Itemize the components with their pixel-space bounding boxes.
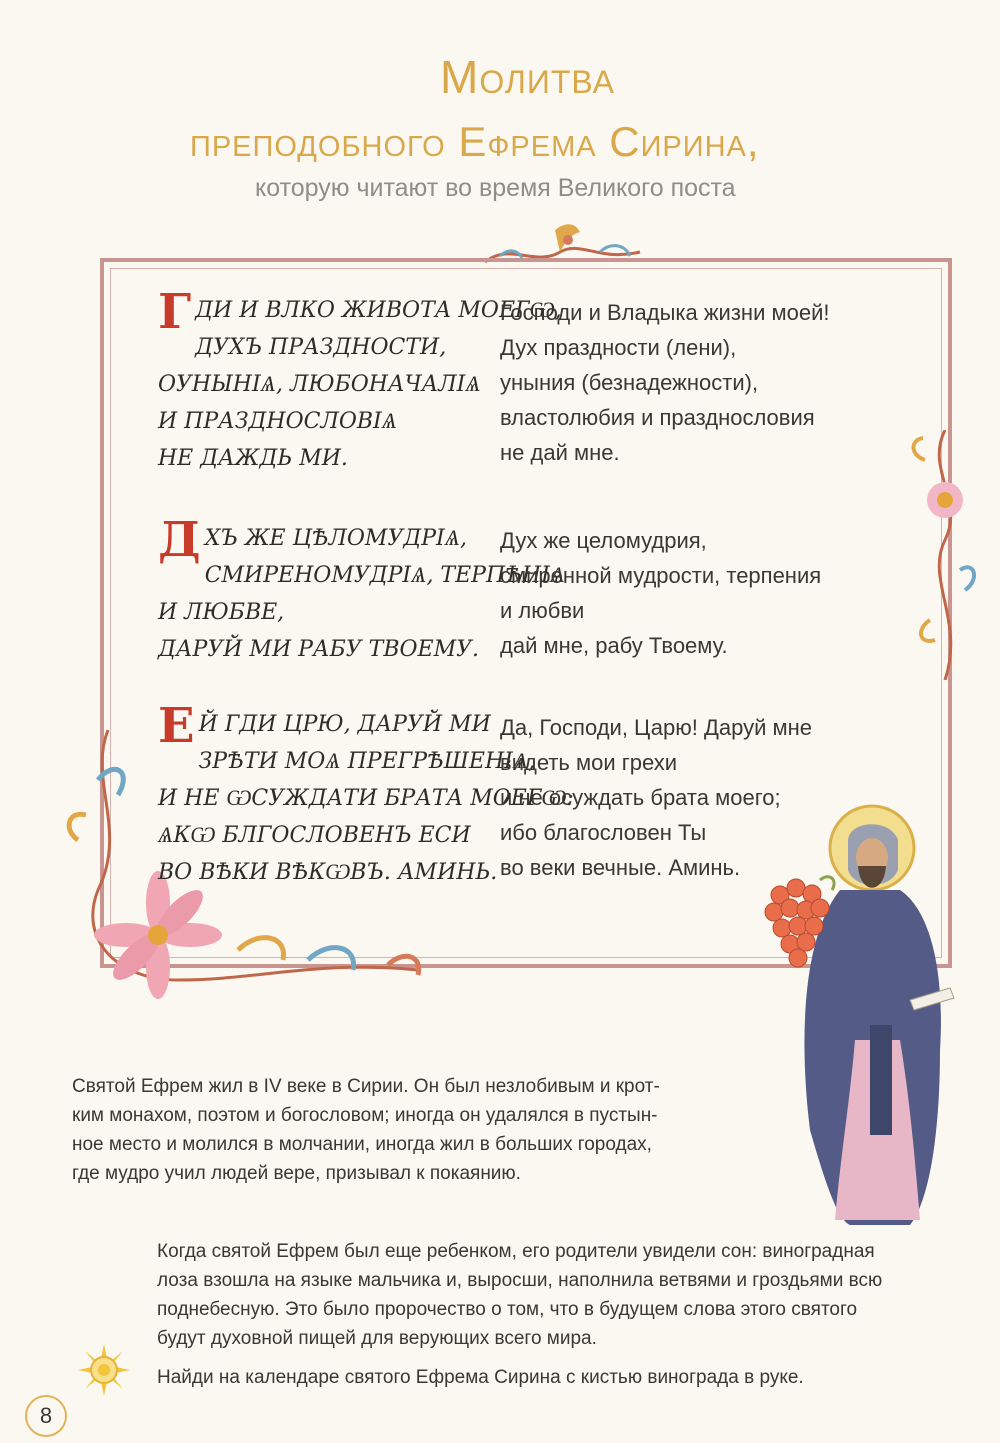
- russian-line: властолюбия и празднословия: [500, 405, 815, 430]
- russian-line: Господи и Владыка жизни моей!: [500, 300, 830, 325]
- russian-stanza-2: [500, 523, 821, 663]
- bio-line: ким монахом, поэтом и богословом; иногда он удалялся в пустын-: [72, 1105, 658, 1126]
- russian-stanza-1: [500, 295, 829, 470]
- drop-cap: Д: [158, 512, 201, 568]
- bio-line: где мудро учил людей вере, призывал к покаянию.: [72, 1163, 521, 1184]
- russian-line: уныния (безнадежности),: [500, 370, 759, 395]
- slavonic-line: ХЪ ЖЕ ЦѢЛОМУДРІѦ,: [204, 526, 468, 551]
- russian-line: Дух праздности (лени),: [500, 335, 737, 360]
- story-line: поднебесную. Это было пророчество о том, что в будущем слова этого святого: [157, 1299, 858, 1320]
- slavonic-line: ДИ И ВЛКО ЖИВОТА МОЕГѠ,: [195, 298, 562, 323]
- saint-icon: [760, 800, 980, 1230]
- page-number: 8: [25, 1395, 67, 1437]
- slavonic-line: ОУНЫНІѦ, ЛЮБОНАЧАЛІѦ: [158, 372, 481, 397]
- bio-line: ное место и молился в молчании, иногда жил в больших городах,: [72, 1134, 652, 1155]
- slavonic-line: ДАРУЙ МИ РАБУ ТВОЕМУ.: [158, 637, 480, 662]
- slavonic-line: И ЛЮБВЕ,: [158, 600, 285, 625]
- slavonic-line: ѦКѠ БЛГОСЛОВЕНЪ ЕСИ: [158, 823, 471, 848]
- story-paragraph: [157, 1237, 967, 1353]
- russian-line: Дух же целомудрия,: [500, 528, 707, 553]
- slavonic-line: Й ГДИ ЦРЮ, ДАРУЙ МИ: [198, 712, 491, 737]
- story-line: будут духовной пищей для верующих всего мира.: [157, 1328, 597, 1349]
- russian-line: и не осуждать брата моего;: [500, 785, 781, 810]
- title-line-2: преподобного Ефрема Сирина,: [190, 118, 760, 165]
- russian-line: ибо благословен Ты: [500, 820, 707, 845]
- task-text: Найди на календаре святого Ефрема Сирина с кистью винограда в руке.: [157, 1367, 804, 1388]
- russian-line: и любви: [500, 598, 585, 623]
- drop-cap: Е: [158, 698, 195, 754]
- russian-line: дай мне, рабу Твоему.: [500, 633, 728, 658]
- sun-icon: [78, 1344, 130, 1396]
- russian-line: во веки вечные. Аминь.: [500, 855, 741, 880]
- russian-line: не дай мне.: [500, 440, 620, 465]
- slavonic-line: СМИРЕНОМУДРІѦ, ТЕРПѢНІѦ: [204, 563, 566, 588]
- bio-paragraph: [72, 1072, 752, 1188]
- drop-cap: Г: [158, 284, 192, 340]
- russian-line: Да, Господи, Царю! Даруй мне: [500, 715, 813, 740]
- russian-line: смиренной мудрости, терпения: [500, 563, 822, 588]
- slavonic-line: НЕ ДАЖДЬ МИ.: [158, 446, 348, 471]
- slavonic-line: ДУХЪ ПРАЗДНОСТИ,: [195, 335, 447, 360]
- story-line: Когда святой Ефрем был еще ребенком, его родители увидели сон: виноградная: [157, 1241, 875, 1262]
- subtitle: которую читают во время Великого поста: [255, 174, 736, 202]
- russian-line: видеть мои грехи: [500, 750, 678, 775]
- story-line: лоза взошла на языке мальчика и, выросши, наполнила ветвями и гроздьями всю: [157, 1270, 883, 1291]
- title-line-1: Молитва: [440, 51, 616, 103]
- slavonic-line: ВО ВѢКИ ВѢКѠВЪ. АМИНЬ.: [158, 860, 498, 885]
- slavonic-line: И НЕ ѠСУЖДАТИ БРАТА МОЕГѠ:: [158, 786, 574, 811]
- right-floral-ornament-icon: [905, 430, 985, 680]
- bio-line: Святой Ефрем жил в IV веке в Сирии. Он был незлобивым и крот-: [72, 1076, 660, 1097]
- slavonic-line: И ПРАЗДНОСЛОВІѦ: [158, 409, 398, 434]
- slavonic-line: ЗРѢТИ МОѦ ПРЕГРѢШЕНІѦ,: [198, 749, 536, 774]
